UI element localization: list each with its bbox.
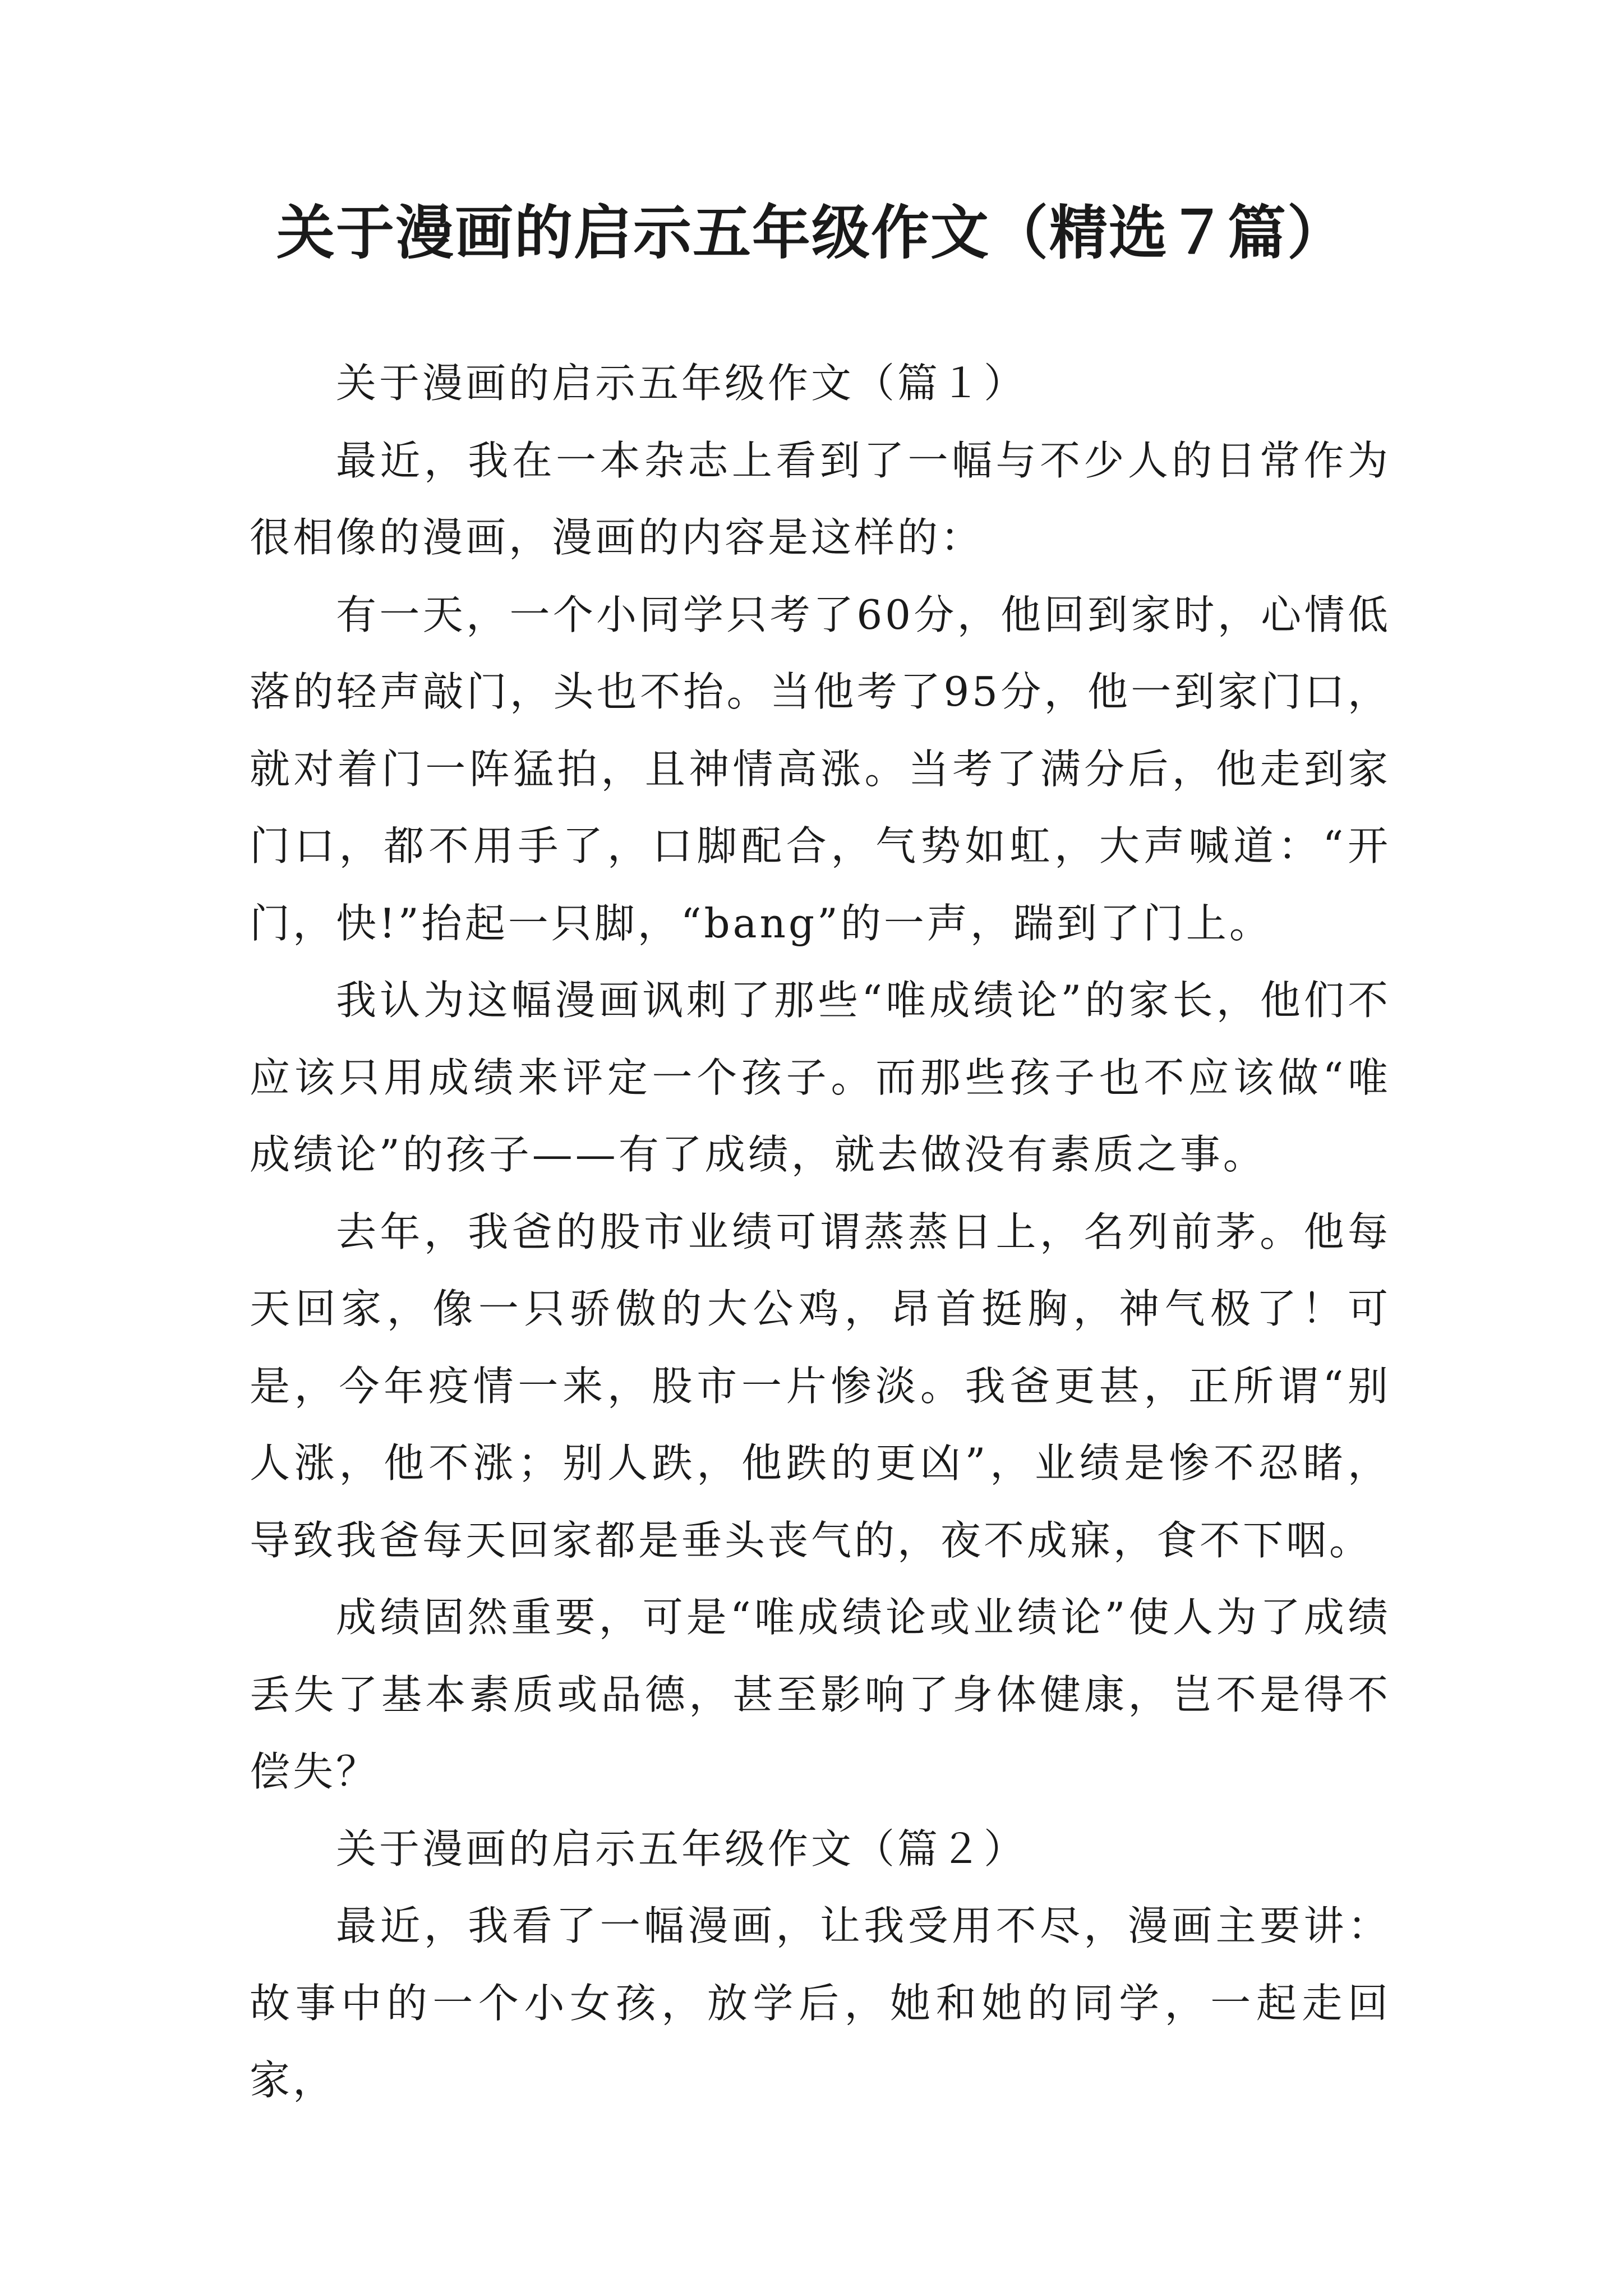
paragraph: 有一天，一个小同学只考了60分，他回到家时，心情低落的轻声敲门，头也不抬。当他考了95分，他一到家门口，就对着门一阵猛拍，且神情高涨。当考了满分后，他走到家门口，都不用手了，口脚配合，气势如虹，大声喊道：“开门，快!”抬起一只脚，“bang”的一声，踹到了门上。 [250, 591, 1391, 947]
paragraph: 成绩固然重要，可是“唯成绩论或业绩论”使人为了成绩丢失了基本素质或品德，甚至影响了身体健康，岂不是得不偿失？ [250, 1594, 1391, 1795]
paragraph: 最近，我看了一幅漫画，让我受用不尽，漫画主要讲：故事中的一个小女孩，放学后，她和她的同学，一起走回家， [250, 1902, 1391, 2104]
paragraph: 最近，我在一本杂志上看到了一幅与不少人的日常作为很相像的漫画，漫画的内容是这样的： [250, 436, 1391, 561]
section-heading-2: 关于漫画的启示五年级作文（篇２） [336, 1825, 1027, 1872]
document-body [250, 345, 1391, 2119]
paragraph: 我认为这幅漫画讽刺了那些“唯成绩论”的家长，他们不应该只用成绩来评定一个孩子。而那些孩子也不应该做“唯成绩论”的孩子——有了成绩，就去做没有素质之事。 [250, 977, 1391, 1178]
document-title: 关于漫画的启示五年级作文（精选７篇） [276, 198, 1347, 267]
paragraph: 去年，我爸的股市业绩可谓蒸蒸日上，名列前茅。他每天回家，像一只骄傲的大公鸡，昂首挺胸，神气极了！可是，今年疫情一来，股市一片惨淡。我爸更甚，正所谓“别人涨，他不涨；别人跌，他跌的更凶”，业绩是惨不忍睹，导致我爸每天回家都是垂头丧气的，夜不成寐，食不下咽。 [250, 1208, 1391, 1564]
section-heading-1: 关于漫画的启示五年级作文（篇１） [336, 360, 1027, 407]
